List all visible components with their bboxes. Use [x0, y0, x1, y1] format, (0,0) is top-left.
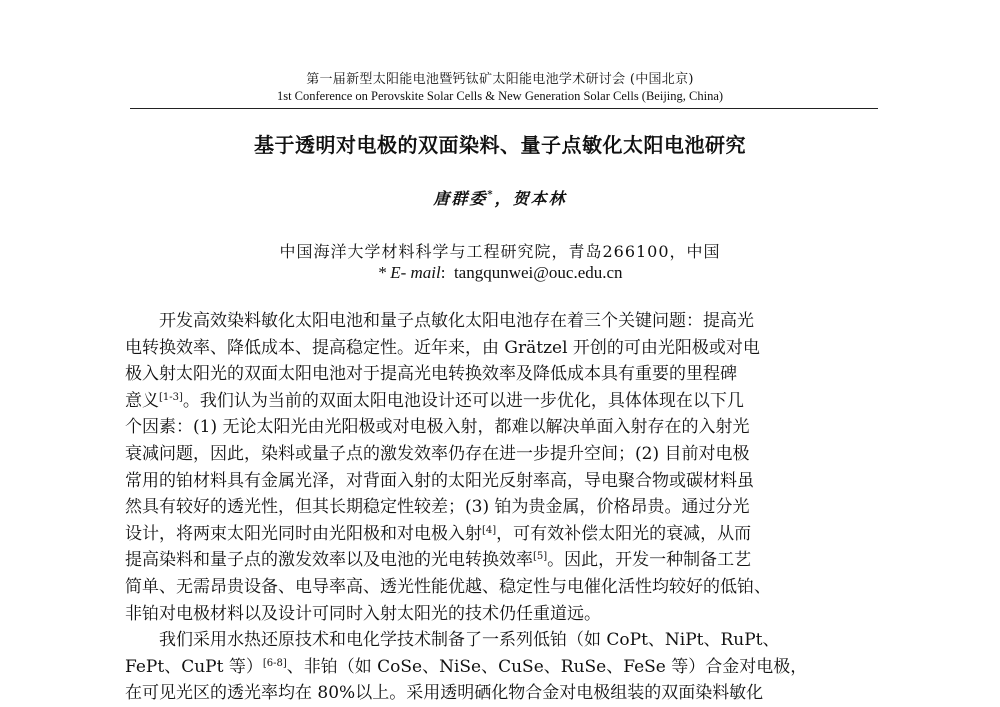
abstract-body [125, 308, 880, 707]
body-line [125, 680, 880, 707]
body-text: 。因此，开发一种制备工艺 [547, 550, 752, 571]
body-line [125, 547, 880, 574]
body-text: 个因素：(1) 无论太阳光由光阳极或对电极入射，都难以解决单面入射存在的入射光 [125, 417, 750, 438]
body-line [125, 335, 880, 362]
body-line [125, 601, 880, 628]
citation-ref: [5] [533, 551, 548, 563]
body-text: 非铂对电极材料以及设计可同时入射太阳光的技术仍任重道远。 [125, 603, 601, 624]
body-line [125, 361, 880, 388]
body-text: 提高染料和量子点的激发效率以及电池的光电转换效率 [125, 550, 533, 571]
email-line [0, 263, 1000, 283]
author-1: 唐群委 [433, 189, 488, 208]
body-text: 简单、无需昂贵设备、电导率高、透光性能优越、稳定性与电催化活性均较好的低铂、 [125, 576, 771, 597]
body-line [125, 627, 880, 654]
body-line [125, 521, 880, 548]
citation-ref: [1-3] [159, 391, 183, 403]
body-text: 意义 [125, 390, 159, 411]
body-text: 然具有较好的透光性，但其长期稳定性较差；(3) 铂为贵金属，价格昂贵。通过分光 [125, 497, 750, 518]
running-header-en: 1st Conference on Perovskite Solar Cells & New Generation Solar Cells (Beijing, China) [276, 89, 724, 103]
affiliation: 中国海洋大学材料科学与工程研究院，青岛266100，中国 [279, 242, 721, 261]
body-text: 电转换效率、降低成本、提高稳定性。近年来，由 Grätzel 开创的可由光阳极或对电 [125, 337, 760, 358]
body-text: 我们采用水热还原技术和电化学技术制备了一系列低铂（如 CoPt、NiPt、RuPt、 [159, 630, 780, 651]
email-colon: : [440, 263, 446, 282]
body-line [125, 441, 880, 468]
body-text: 开发高效染料敏化太阳电池和量子点敏化太阳电池存在着三个关键问题：提高光 [159, 311, 754, 331]
body-line [125, 574, 880, 601]
author-2: 贺本林 [512, 189, 567, 208]
body-text: FePt、CuPt 等） [125, 656, 263, 677]
citation-ref: [4] [482, 524, 497, 536]
body-line [125, 388, 880, 415]
body-text: 在可见光区的透光率均在 80%以上。采用透明硒化物合金对电极组装的双面染料敏化 [125, 683, 764, 704]
body-line [125, 494, 880, 521]
citation-ref: [6-8] [262, 657, 287, 669]
body-text: ，可有效补偿太阳光的衰减，从而 [496, 523, 752, 544]
paper-title: 基于透明对电极的双面染料、量子点敏化太阳电池研究 [254, 133, 746, 157]
body-text: 极入射太阳光的双面太阳电池对于提高光电转换效率及降低成本具有重要的里程碑 [125, 364, 737, 385]
header-rule [130, 108, 878, 109]
body-text: 、非铂（如 CoSe、NiSe、CuSe、RuSe、FeSe 等）合金对电极， [286, 656, 808, 677]
author-line [0, 186, 1000, 209]
body-text: 。我们认为当前的双面太阳电池设计还可以进一步优化，具体体现在以下几 [182, 390, 744, 411]
body-text: 设计，将两束太阳光同时由光阳极和对电极入射 [125, 523, 482, 544]
body-text: 常用的铂材料具有金属光泽，对背面入射的太阳光反射率高，导电聚合物或碳材料虽 [125, 470, 754, 491]
body-line [125, 654, 880, 681]
email-label: * E- mail [377, 263, 441, 282]
body-text: 衰减问题，因此，染料或量子点的激发效率仍存在进一步提升空间；(2) 目前对电极 [125, 443, 750, 464]
running-header-cn: 第一届新型太阳能电池暨钙钛矿太阳能电池学术研讨会 (中国北京) [306, 72, 694, 87]
body-line [125, 468, 880, 495]
corresponding-mark: * [487, 189, 495, 201]
author-separator: ， [494, 189, 513, 208]
email-address: tangqunwei@ouc.edu.cn [453, 263, 623, 282]
body-line [125, 414, 880, 441]
body-line [125, 308, 880, 335]
